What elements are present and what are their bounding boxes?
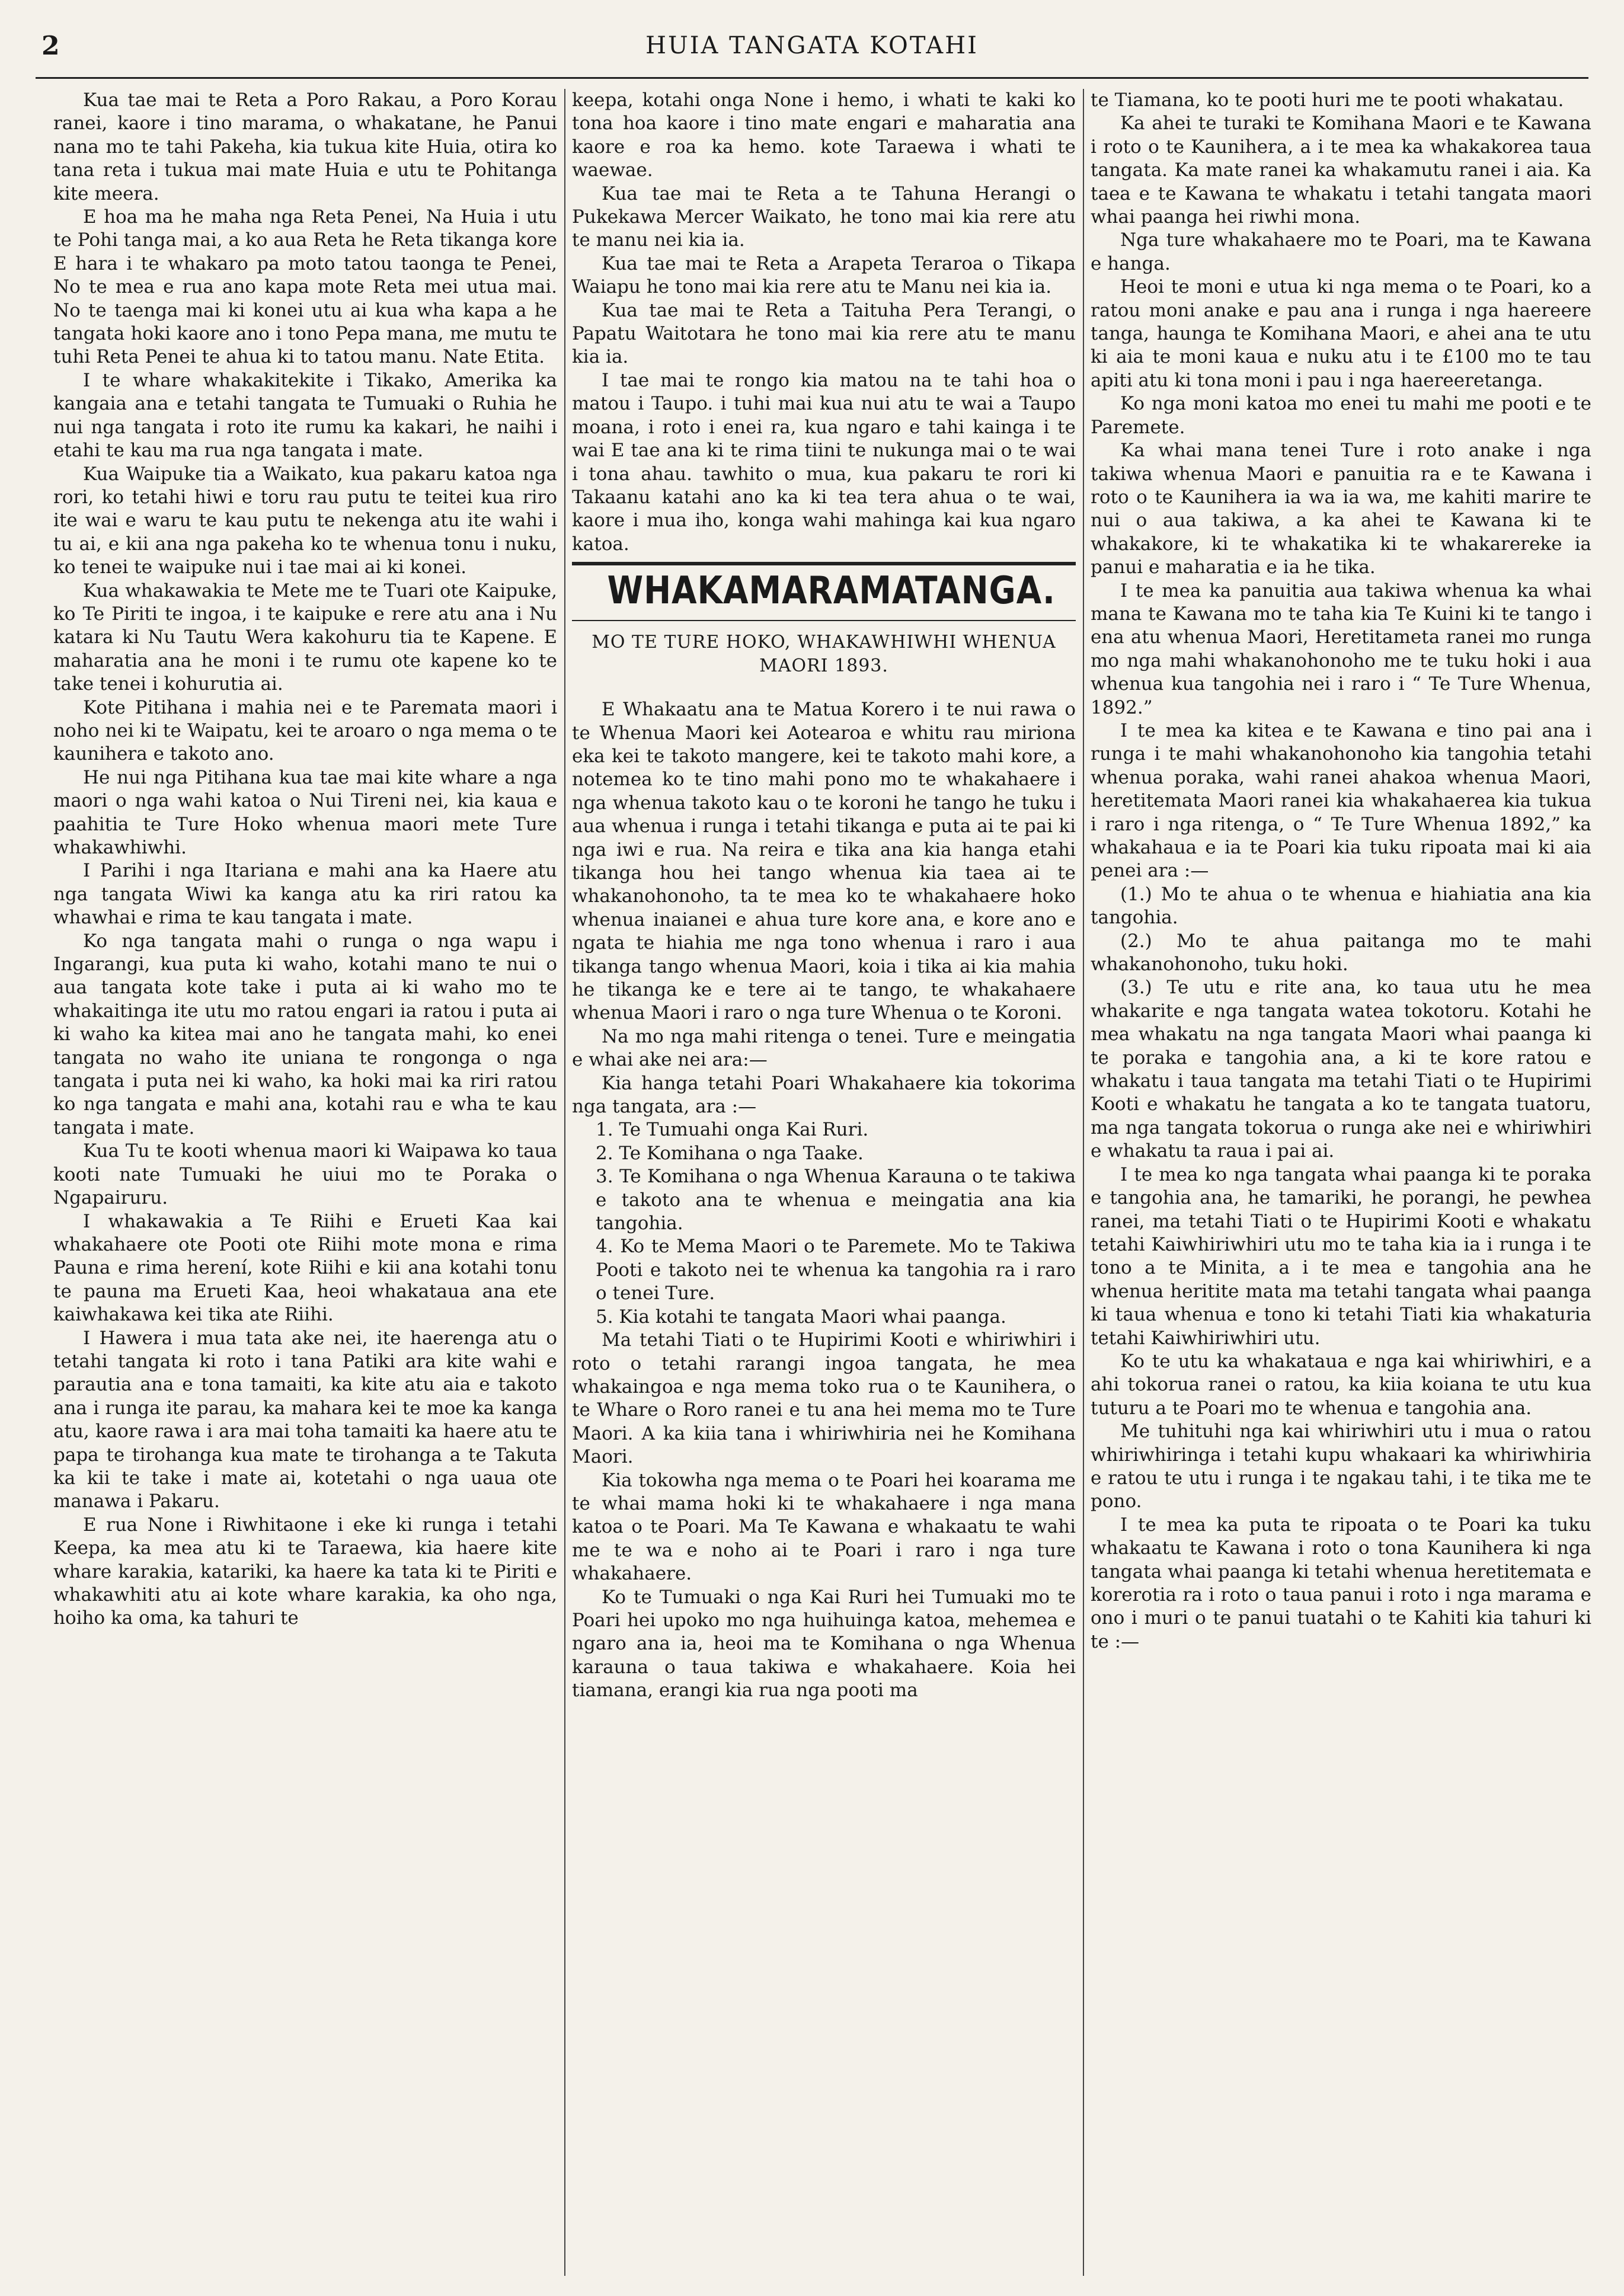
paragraph: Kua tae mai te Reta a Poro Rakau, a Poro Korau ranei, kaore i tino marama, o whakatane, he Panui nana mo te tahi Pakeha, kia tukua kite Huia, otira ko tana reta i tukua mai mate Huia e utu te Pohitanga kite meera. bbox=[53, 89, 557, 204]
column-3 bbox=[1091, 89, 1591, 2282]
paragraph: Ma tetahi Tiati o te Hupirimi Kooti e whiriwhiri i roto o tetahi rarangi ingoa tangata, he mea whakaingoa e nga mema toko rua o te Kaunihera, o te Whare o Roro ranei e tu ana hei mema mo te Ture Maori. A ka kiia tana i whiriwhiria nei he Komihana Maori. bbox=[572, 1329, 1076, 1468]
paragraph: He nui nga Pitihana kua tae mai kite whare a nga maori o nga wahi katoa o Nui Tireni nei, kia kaua e paahitia te Ture Hoko whenua maori mete Ture whakawhiwhi. bbox=[53, 766, 557, 858]
paragraph: E hoa ma he maha nga Reta Penei, Na Huia i utu te Pohi tanga mai, a ko aua Reta he Reta tikanga kore E hara i te whakaro pa moto tatou taonga te Penei, No te mea e rua ano kapa mote Reta mei utua mai. No te taenga mai ki konei utu ai kua wha kapa a he tangata hoki kaore ano i tono Pepa mana, me mutu te tuhi Reta Penei te ahua ki to tatou manu. Nate Etita. bbox=[53, 206, 557, 368]
paragraph: I Hawera i mua tata ake nei, ite haerenga atu o tetahi tangata ki roto i tana Patiki ara kite wahi e parautia ana e tona tamaiti, ka kite atu aia e takoto ana i runga ite parau, ka mahara kei te moe ka kanga atu, kaore rawa i ara mai toha tamaiti ka haere atu te papa te tirohanga kua mate te tirohanga a te Takuta ka kii te take i mate ai, kotetahi o nga uaua ote manawa i Pakaru. bbox=[53, 1327, 557, 1512]
headline-rule bbox=[572, 562, 1076, 565]
list-item: 2. Te Komihana o nga Taake. bbox=[596, 1142, 864, 1164]
page-header bbox=[36, 24, 1588, 65]
article-subheadline: MO TE TURE HOKO, WHAKAWHIWHI WHENUA MAORI 1893. bbox=[592, 632, 1056, 677]
paragraph: I te mea ka panuitia aua takiwa whenua ka whai mana te Kawana mo te taha kia Te Kuini ki te tango i ena atu whenua Maori, Heretitameta ranei mo runga mo nga mahi whakanohonoho me te tuku hoki i aua whenua kua tangohia nei i raro i “ Te Ture Whenua, 1892.” bbox=[1091, 580, 1591, 718]
paragraph: E Whakaatu ana te Matua Korero i te nui rawa o te Whenua Maori kei Aotearoa e whitu rau miriona eka kei te takoto mangere, kei te takoto mahi kore, a notemea ko te tino mahi pono mo te whakahaere i nga whenua takoto kau o te koroni he tango he tuku i aua whenua i runga i tetahi tikanga e puta ai te pai ki nga iwi e rua. Na reira e tika ana kia hanga etahi tikanga hou hei tango whenua kia taea ai te whakanohonoho, ta te mea ko te whakahaere hoko whenua inaianei e ahua ture kore ana, e kore ano e ngata te hiahia me nga tono whenua i raro i aua tikanga tango whenua Maori, koia i tika ai kia mahia he tikanga ke e tere ai te tango, te whakahaere whenua Maori i raro o nga ture Whenua o te Koroni. bbox=[572, 699, 1076, 1024]
paragraph: Kua Waipuke tia a Waikato, kua pakaru katoa nga rori, ko tetahi hiwi e toru rau putu te teitei kua riro ite wai e waru te kau putu te nekenga atu ite wahi i tu ai, e kii ana nga pakeha ko te whenua tonu i nuku, ko tenei te waipuke nui i tae mai ai ki konei. bbox=[53, 463, 557, 578]
paragraph: Kua tae mai te Reta a Taituha Pera Terangi, o Papatu Waitotara he tono mai kia rere atu te manu kia ia. bbox=[572, 299, 1076, 368]
paragraph: Kia hanga tetahi Poari Whakahaere kia tokorima nga tangata, ara :— bbox=[572, 1072, 1076, 1118]
paragraph: Me tuhituhi nga kai whiriwhiri utu i mua o ratou whiriwhiringa i tetahi kupu whakaari ka whiriwhiria e ratou te utu i runga i te ngakau tahi, i te tika me te pono. bbox=[1091, 1421, 1591, 1512]
headline-rule bbox=[572, 620, 1076, 621]
paragraph: I Parihi i nga Itariana e mahi ana ka Haere atu nga tangata Wiwi ka kanga atu ka riri ratou ka whawhai e rima te kau tangata i mate. bbox=[53, 860, 557, 929]
list-item: 1. Te Tumuahi onga Kai Ruri. bbox=[596, 1119, 869, 1141]
paragraph: I te mea ko nga tangata whai paanga ki te poraka e tangohia ana, he tamariki, he porangi, he pewhea ranei, ma tetahi Tiati o te Hupirimi Kooti e whakatu tetahi Kaiwhiriwhiri utu mo te taha kia ia i runga i te tono a te Minita, a i te mea e tangohia ana he whenua heritite mata ma tetahi tangata whai paanga ki taua whenua e tono ki tetahi Tiati kia whakaturia tetahi Kaiwhiriwhiri utu. bbox=[1091, 1163, 1591, 1349]
paragraph: Kua whakawakia te Mete me te Tuari ote Kaipuke, ko Te Piriti te ingoa, i te kaipuke e rere atu ana i Nu katara ki Nu Tautu Wera kakohuru tia te Kapene. E maharatia ana he moni i te rumu ote kapene ko te take tenei i kohurutia ai. bbox=[53, 580, 557, 695]
paragraph: I te mea ka kitea e te Kawana e tino pai ana i runga i te mahi whakanohonoho kia tangohia tetahi whenua poraka, wahi ranei ahakoa whenua Maori, heretitemata Maori ranei kia whakahaerea kia tukua i raro i nga ritenga, o “ Te Ture Whenua 1892,” ka whakahaua e ia te Poari kia tuku ripoata mai ki aia penei ara :— bbox=[1091, 720, 1591, 882]
page-number: 2 bbox=[41, 31, 60, 61]
paragraph: keepa, kotahi onga None i hemo, i whati te kaki ko tona hoa kaore i tino mate engari e maharatia ana kaore e roa ka hemo. kote Taraewa i whati te waewae. bbox=[572, 89, 1076, 181]
paragraph: Kote Pitihana i mahia nei e te Paremata maori i noho nei ki te Waipatu, kei te aroaro o nga mema o te kaunihera e takoto ano. bbox=[53, 696, 557, 765]
paragraph: Kia tokowha nga mema o te Poari hei koarama me te whai mama hoki ki te whakahaere i nga mana katoa o te Poari. Ma Te Kawana e whakaatu te wahi me te wa e noho ai te Poari i raro i nga ture whakahaere. bbox=[572, 1469, 1076, 1585]
column-1 bbox=[53, 89, 557, 2282]
paragraph: Kua Tu te kooti whenua maori ki Waipawa ko taua kooti nate Tumuaki he uiui mo te Poraka o Ngapairuru. bbox=[53, 1140, 557, 1209]
paragraph: Ko nga moni katoa mo enei tu mahi me pooti e te Paremete. bbox=[1091, 393, 1591, 438]
paragraph: Ko te Tumuaki o nga Kai Ruri hei Tumuaki mo te Poari hei upoko mo nga huihuinga katoa, mehemea e ngaro ana ia, heoi ma te Komihana o nga Whenua karauna o taua takiwa e whakahaere. Koia hei tiamana, erangi kia rua nga pooti ma bbox=[572, 1586, 1076, 1702]
paragraph: I te mea ka puta te ripoata o te Poari ka tuku whakaatu te Kawana i roto o tona Kaunihera ki nga tangata whai paanga ki tetahi whenua heretitemata e korerotia ra i roto o taua panui i roto i nga marama e ono i muri o te panui tuatahi o te Kahiti kia tahuri ki te :— bbox=[1091, 1514, 1591, 1652]
masthead: HUIA TANGATA KOTAHI bbox=[645, 32, 979, 59]
paragraph: Na mo nga mahi ritenga o tenei. Ture e meingatia e whai ake nei ara:— bbox=[572, 1025, 1076, 1071]
column-2 bbox=[572, 89, 1076, 2282]
list-item: 5. Kia kotahi te tangata Maori whai paanga. bbox=[596, 1306, 1006, 1328]
paragraph: E rua None i Riwhitaone i eke ki runga i tetahi Keepa, ka mea atu ki te Taraewa, kia haere kite whare karakia, katariki, ka haere ka tata ki te Piriti e whakawhiti atu ai kote whare karakia, ka oho nga, hoiho ka oma, ka tahuri te bbox=[53, 1514, 557, 1629]
paragraph: I tae mai te rongo kia matou na te tahi hoa o matou i Taupo. i tuhi mai kua nui atu te wai a Taupo moana, i roto i enei ra, kua ngaro e tahi kainga i te wai E tae ana ki te rima tiini te nukunga mai o te wai i tona ahau. tawhito o mua, kua pakaru te rori ki Takaanu katahi ano ka ki tea tera ahua o te wai, kaore i mua iho, konga wahi mahinga kai kua ngaro katoa. bbox=[572, 369, 1076, 555]
paragraph: te Tiamana, ko te pooti huri me te pooti whakatau. bbox=[1091, 89, 1564, 111]
list-item: (3.) Te utu e rite ana, ko taua utu he mea whakarite e nga tangata watea tokotoru. Kotahi he mea whakatu na nga tangata Maori whai paanga ki te poraka e tangohia ana, a ki te kore ratou e whakatu i taua tangata ma tetahi Tiati o te Hupirimi Kooti e whakatu he tangata a ko te tangata tuatoru, ma nga tangata tokorua o runga ake nei e whiriwhiri e whakatu ta raua i pai ai. bbox=[1091, 977, 1591, 1162]
paragraph: Kua tae mai te Reta a Arapeta Teraroa o Tikapa Waiapu he tono mai kia rere atu te Manu nei kia ia. bbox=[572, 252, 1076, 298]
header-rule bbox=[36, 77, 1588, 79]
list-item: 3. Te Komihana o nga Whenua Karauna o te takiwa e takoto ana te whenua e meingatia ana kia tangohia. bbox=[596, 1166, 1076, 1235]
paragraph: I te whare whakakitekite i Tikako, Amerika ka kangaia ana e tetahi tangata te Tumuaki o Ruhia he nui nga tangata i roto ite rumu ka kakari, he naihi i etahi te kau ma rua nga tangata i mate. bbox=[53, 369, 557, 462]
article-headline: WHAKAMARAMATANGA. bbox=[607, 569, 1056, 613]
list-item: (2.) Mo te ahua paitanga mo te mahi whakanohonoho, tuku hoki. bbox=[1091, 930, 1591, 976]
paragraph: I whakawakia a Te Riihi e Erueti Kaa kai whakahaere ote Pooti ote Riihi mote mona e rima Pauna e rima herení, kote Riihi e kii ana kotahi tonu te pauna ma Erueti Kaa, heoi whakataua ana ete kaiwhakawa kei tika ate Riihi. bbox=[53, 1210, 557, 1326]
paragraph: Kua tae mai te Reta a te Tahuna Herangi o Pukekawa Mercer Waikato, he tono mai kia rere atu te manu nei kia ia. bbox=[572, 183, 1076, 251]
paragraph: Ka whai mana tenei Ture i roto anake i nga takiwa whenua Maori e panuitia ra e te Kawana i roto o te Kaunihera ia wa ia wa, me kahiti marire te nui o aua takiwa, a ka ahei te Kawana ki te whakakore, ki te whakatika ki te whakarereke ia panui e maharatia e ia he tika. bbox=[1091, 440, 1591, 578]
paragraph: Ko te utu ka whakataua e nga kai whiriwhiri, e a ahi tokorua ranei o ratou, ka kiia koiana te utu kua tuturu a te Poari mo te whenua e tangohia ana. bbox=[1091, 1350, 1591, 1419]
column-divider bbox=[1083, 89, 1084, 2276]
paragraph: Ka ahei te turaki te Komihana Maori e te Kawana i roto o te Kaunihera, a i te mea ka whakakorea taua tangata. Ka mate ranei ka whakamutu ranei i aia. Ka taea e te Kawana te whakatu i tetahi tangata maori whai paanga hei riwhi mona. bbox=[1091, 113, 1591, 228]
column-divider bbox=[564, 89, 565, 2276]
list-item: 4. Ko te Mema Maori o te Paremete. Mo te Takiwa Pooti e takoto nei te whenua ka tangohia ra i raro o tenei Ture. bbox=[596, 1236, 1076, 1304]
paragraph: Ko nga tangata mahi o runga o nga wapu i Ingarangi, kua puta ki waho, kotahi mano te nui o aua tangata kote take i puta ai ki waho mo te whakaitinga ite utu mo ratou engari ia ratou i puta ai ki waho ka kitea mai ano he tangata mahi, ko enei tangata no waho ite uniana te rongonga o nga tangata i puta nei ki waho, ka hoki mai ka riri ratou ko nga tangata e mahi ana, kotahi rau e wha te kau tangata i mate. bbox=[53, 930, 557, 1139]
list-item: (1.) Mo te ahua o te whenua e hiahiatia ana kia tangohia. bbox=[1091, 883, 1591, 929]
paragraph: Nga ture whakahaere mo te Poari, ma te Kawana e hanga. bbox=[1091, 229, 1591, 274]
paragraph: Heoi te moni e utua ki nga mema o te Poari, ko a ratou moni anake e pau ana i runga i nga haereere tanga, haunga te Komihana Maori, e ahei ana te utu ki aia te moni kaua e nuku atu i te £100 mo te tau apiti atu ki tona moni i pau i nga haereeretanga. bbox=[1091, 276, 1591, 391]
